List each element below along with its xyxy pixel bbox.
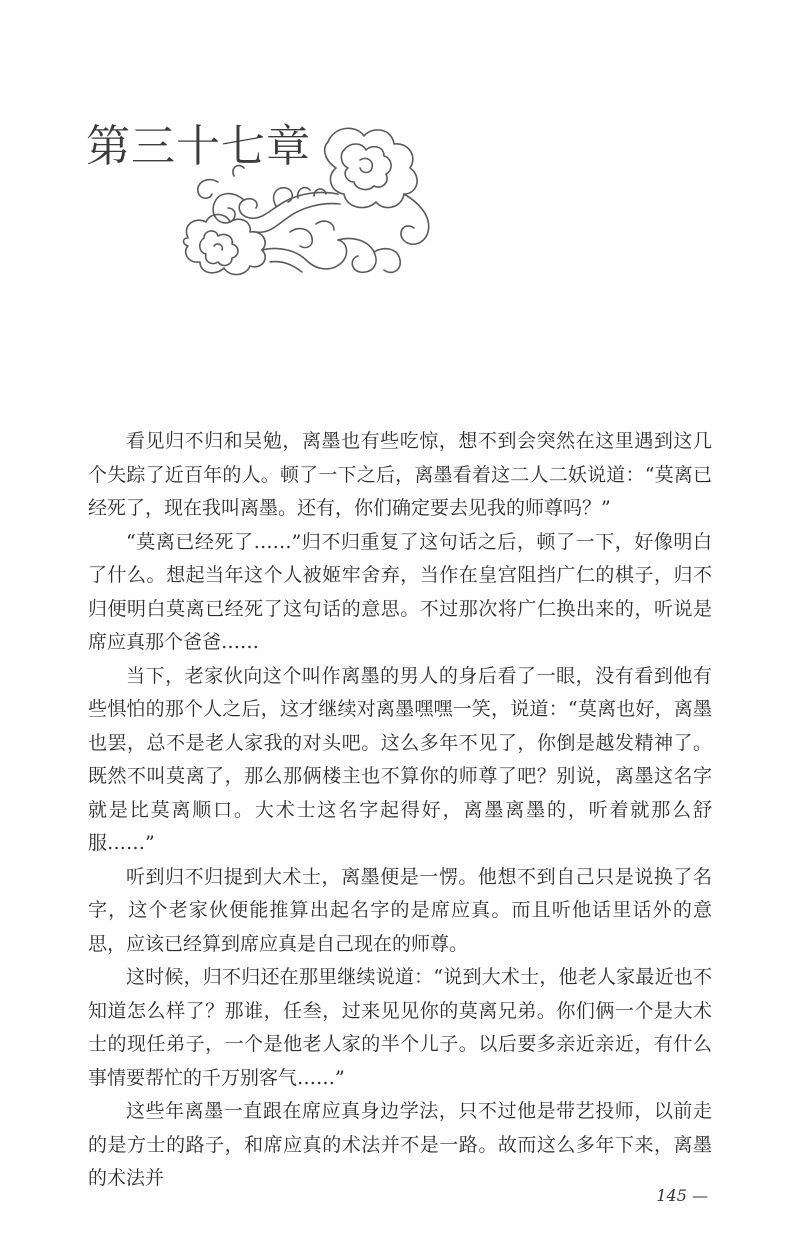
paragraph: 看见归不归和吴勉，离墨也有些吃惊，想不到会突然在这里遇到这几个失踪了近百年的人。顿了一下之后，离墨看着这二人二妖说道：“莫离已经死了，现在我叫离墨。还有，你们确定要去见我的师尊吗？”: [88, 430, 712, 519]
paragraph: 这时候，归不归还在那里继续说道：“说到大术士，他老人家最近也不知道怎么样了？那谁，任叁，过来见见你的莫离兄弟。你们俩一个是大术士的现任弟子，一个是他老人家的半个儿子。以后要多亲近亲近，有什么事情要帮忙的千万别客气……”: [88, 966, 712, 1089]
chapter-body: [88, 425, 712, 1196]
paragraph: 这些年离墨一直跟在席应真身边学法，只不过他是带艺投师，以前走的是方士的路子，和席应真的术法并不是一路。故而这么多年下来，离墨的术法并: [88, 1100, 712, 1189]
page-number: 145 —: [656, 1186, 708, 1205]
paragraph: 听到归不归提到大术士，离墨便是一愣。他想不到自己只是说换了名字，这个老家伙便能推算出起名字的是席应真。而且听他话里话外的意思，应该已经算到席应真是自己现在的师尊。: [88, 865, 712, 955]
chapter-title: 第三十七章: [86, 121, 311, 172]
paragraph: “莫离已经死了……”归不归重复了这句话之后，顿了一下，好像明白了什么。想起当年这个人被姬牢舍弃，当作在皇宫阻挡广仁的棋子，归不归便明白莫离已经死了这句话的意思。不过那次将广仁换出来的，听说是席应真那个爸爸……: [88, 530, 712, 653]
paragraph: 当下，老家伙向这个叫作离墨的男人的身后看了一眼，没有看到他有些惧怕的那个人之后，这才继续对离墨嘿嘿一笑，说道：“莫离也好，离墨也罢，总不是老人家我的对头吧。这么多年不见了，你倒是越发精神了。既然不叫莫离了，那么那俩楼主也不算你的师尊了吧？别说，离墨这名字就是比莫离顺口。大术士这名字起得好，离墨离墨的，听着就那么舒服……”: [88, 664, 712, 854]
cloud-dragon-ornament-icon: [178, 120, 440, 282]
